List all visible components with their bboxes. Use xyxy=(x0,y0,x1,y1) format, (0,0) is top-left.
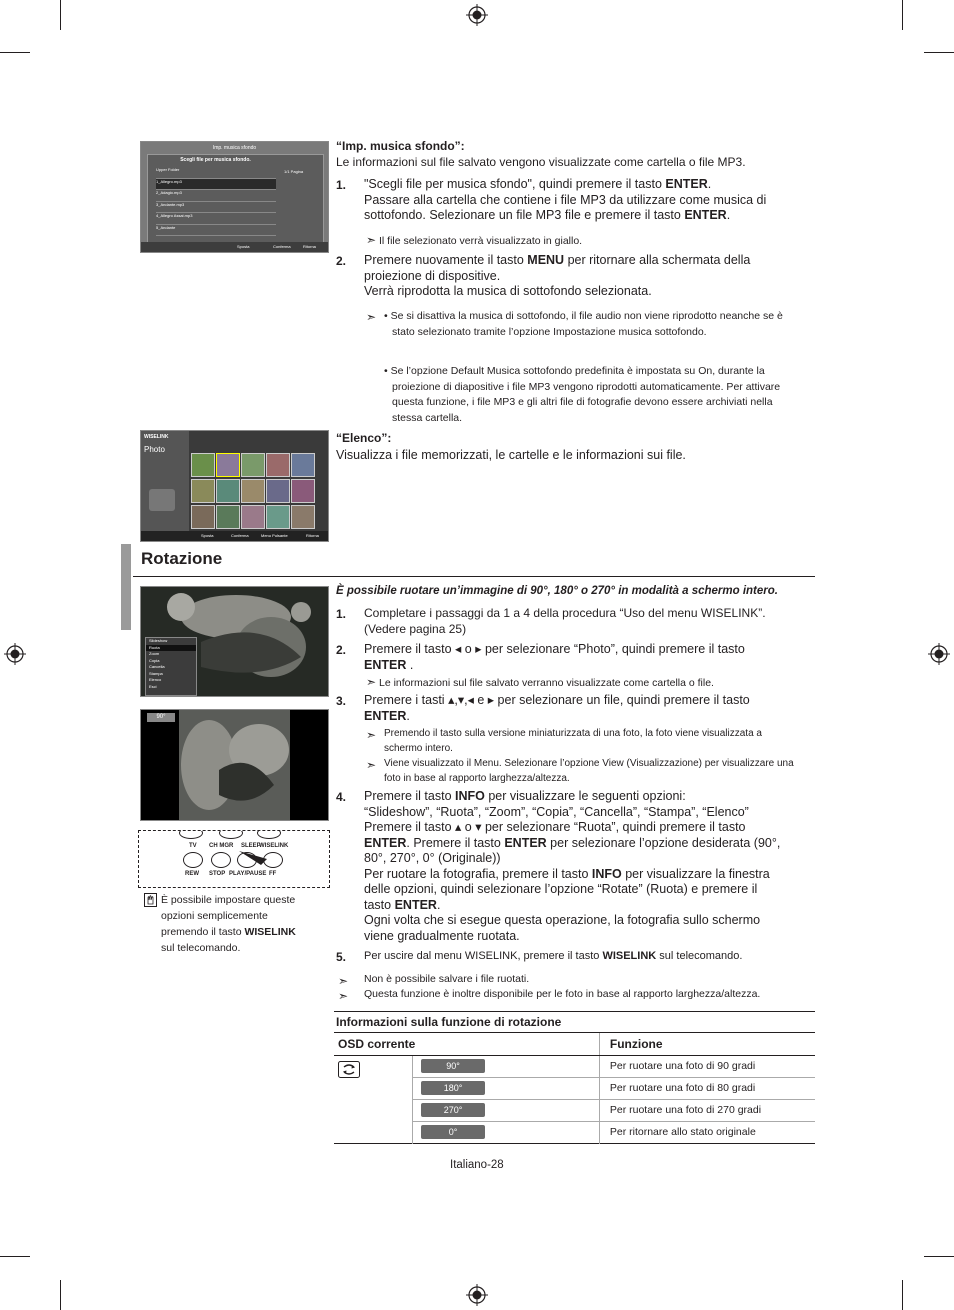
page-number: Italiano-28 xyxy=(450,1159,504,1171)
note-arrow-icon: ➣ xyxy=(366,233,377,247)
menu-item[interactable]: Esci xyxy=(149,683,157,689)
func-cell: Per ruotare una foto di 80 gradi xyxy=(599,1077,815,1099)
photo-thumbnail[interactable] xyxy=(241,453,265,477)
right-arrow-icon: ▸ xyxy=(487,693,495,707)
list-item[interactable]: 4_Allegro Assai.mp3 xyxy=(156,213,276,225)
photo-menu-screenshot xyxy=(140,586,329,697)
down-arrow-icon: ▾ xyxy=(457,693,465,707)
photo-thumbnail[interactable] xyxy=(241,505,265,529)
registration-mark-icon xyxy=(466,4,488,26)
step-number: 3. xyxy=(336,694,347,708)
remote-button xyxy=(219,830,243,839)
step-number: 1. xyxy=(336,178,347,192)
remote-button xyxy=(211,852,231,868)
panel-header: Scegli file per musica sfondo. xyxy=(180,157,251,163)
pointer-arrow-icon xyxy=(237,845,277,871)
list-item[interactable]: 1_Allegro.mp3 xyxy=(156,179,276,191)
rotated-photo xyxy=(179,710,290,820)
up-arrow-icon: ▴ xyxy=(455,820,462,834)
musica-intro: Le informazioni sul file salvato vengono visualizzate come cartella o file MP3. xyxy=(336,155,746,169)
note-arrow-icon: ➣ xyxy=(366,310,377,324)
registration-mark-icon xyxy=(4,643,26,665)
note-arrow-icon: ➣ xyxy=(338,989,349,1003)
photo-thumbnail[interactable] xyxy=(291,479,315,503)
photo-thumbnail[interactable] xyxy=(291,505,315,529)
menu-item[interactable]: Stampa xyxy=(149,670,163,676)
right-arrow-icon: ▸ xyxy=(475,642,482,656)
menu-item[interactable]: Ruota xyxy=(146,645,196,652)
step-number: 2. xyxy=(336,643,347,657)
thumbnail-grid xyxy=(191,453,319,529)
rotation-badge: 90° xyxy=(147,713,175,722)
photo-thumbnail[interactable] xyxy=(191,479,215,503)
list-item[interactable]: 2_Adagio.mp3 xyxy=(156,190,276,202)
func-cell: Per ritornare allo stato originale xyxy=(609,1126,756,1138)
registration-mark-icon xyxy=(928,643,950,665)
rotazione-step2-note: ➣ Le informazioni sul file salvato verranno visualizzate come cartella o file. xyxy=(366,675,714,689)
musica-title: “Imp. musica sfondo”: xyxy=(336,139,465,153)
photo-thumbnail[interactable] xyxy=(216,479,240,503)
section-side-bar xyxy=(121,544,131,630)
remote-control-illustration: TV CH MGR SLEEP WISELINK REW STOP PLAY/PAUSE FF xyxy=(138,830,330,888)
section-label: Photo xyxy=(144,445,165,454)
rotazione-step4: Premere il tasto INFO per visualizzare le seguenti opzioni: “Slideshow”, “Ruota”, “Zoom”, “Copia”, “Cancella”, “Stampa”, “Elenco” Premere il tasto ▴ o ▾ per selezionare “Ruota”, quindi premere il tasto ENTER. Premere il tasto ENTER per selezionare l’opzione desiderata (90°, 80°, 270°, 0° (Originale)) Per ruotare la fotografia, premere il tasto INFO per visualizzare la finestra delle opzioni, quindi selezionare l’opzione “Rotate” (Ruota) e premere il tasto ENTER. Ogni volta che si esegue questa operazione, la fotografia sullo schermo viene gradualmente ruotata. xyxy=(364,789,781,943)
section-header xyxy=(133,544,815,577)
camera-icon xyxy=(149,489,175,511)
musica-step2: Premere nuovamente il tasto MENU per ritornare alla schermata della proiezione di dispositive. Verrà riprodotta la musica di sottofondo selezionata. xyxy=(364,253,751,298)
music-background-screenshot xyxy=(140,141,329,253)
osd-cell xyxy=(413,1055,600,1077)
rotazione-step2: Premere il tasto ◂ o ▸ per selezionare “Photo”, quindi premere il tasto ENTER . xyxy=(364,642,745,672)
down-arrow-icon: ▾ xyxy=(475,820,482,834)
list-item[interactable]: 5_Andante xyxy=(156,225,276,237)
osd-270-button: 270° xyxy=(421,1103,485,1117)
rotazione-step3: Premere i tasti ▴,▾,◂ e ▸ per selezionare un file, quindi premere il tasto ENTER. xyxy=(364,693,750,723)
rotazione-step1: Completare i passaggi da 1 a 4 della procedura “Uso del menu WISELINK”. (Vedere pagina 25) xyxy=(364,606,766,636)
menu-item[interactable]: Cancella xyxy=(149,664,165,669)
table-top-rule xyxy=(334,1011,815,1012)
list-item[interactable]: Upper Folder xyxy=(156,167,276,179)
photo-options-menu xyxy=(145,637,197,696)
menu-item[interactable]: Zoom xyxy=(149,651,160,656)
crop-mark xyxy=(60,0,61,30)
step-number: 1. xyxy=(336,607,347,621)
screen-title: Imp. musica sfondo xyxy=(212,145,257,151)
note-arrow-icon: ➣ xyxy=(366,675,377,689)
table-caption: Informazioni sulla funzione di rotazione xyxy=(336,1015,562,1029)
rotate-icon xyxy=(338,1061,360,1078)
rotated-photo-screenshot xyxy=(140,709,329,821)
rotazione-footnote1: Non è possibile salvare i file ruotati. xyxy=(364,973,530,985)
remote-button xyxy=(183,852,203,868)
left-arrow-icon: ◂ xyxy=(467,693,474,707)
rotazione-step3-note2: Viene visualizzato il Menu. Selezionare l’opzione View (Visualizzazione) per visualizzare una foto in base al rapporto larghezza/altezza. xyxy=(384,758,794,784)
screen-footer: Sposta Conferma Menu Pulsante Ritorna xyxy=(141,531,328,541)
crop-mark xyxy=(924,52,954,53)
rotazione-step5: Per uscire dal menu WISELINK, premere il tasto WISELINK sul telecomando. xyxy=(364,950,743,962)
menu-item[interactable]: Elenco xyxy=(149,677,162,682)
osd-180-button: 180° xyxy=(421,1081,485,1095)
crop-mark xyxy=(924,1256,954,1257)
up-arrow-icon: ▴ xyxy=(448,693,455,707)
osd-cell xyxy=(413,1099,600,1121)
musica-step1: "Scegli file per musica sfondo", quindi premere il tasto ENTER. Passare alla cartella che contiene i file MP3 da utilizzare come musica di sottofondo. Selezionare un file MP3 file e premere il tasto ENTER. xyxy=(364,177,767,222)
photo-thumbnail[interactable] xyxy=(241,479,265,503)
hand-note-icon xyxy=(144,893,157,907)
photo-thumbnail[interactable] xyxy=(266,505,290,529)
crop-mark xyxy=(60,1280,61,1310)
photo-thumbnail[interactable] xyxy=(216,453,240,477)
photo-thumbnail[interactable] xyxy=(191,505,215,529)
rotazione-lead: È possibile ruotare un’immagine di 90°, 180° o 270° in modalità a schermo intero. xyxy=(336,585,778,597)
func-cell: Per ruotare una foto di 90 gradi xyxy=(599,1055,815,1077)
elenco-text: Visualizza i file memorizzati, le cartelle e le informazioni sui file. xyxy=(336,448,686,462)
menu-item[interactable]: Slideshow xyxy=(149,638,168,643)
crop-mark xyxy=(0,52,30,53)
photo-thumbnail[interactable] xyxy=(291,453,315,477)
step-number: 4. xyxy=(336,790,347,804)
menu-item[interactable]: Copia xyxy=(149,657,160,663)
note-arrow-icon: ➣ xyxy=(338,974,349,988)
crop-mark xyxy=(902,0,903,30)
page-indicator: 1/1 Pagina xyxy=(284,169,304,174)
osd-cell xyxy=(413,1077,600,1099)
musica-note-b: • Se l’opzione Default Musica sottofondo predefinita è impostata su On, durante la proiezione di diapositive i file MP3 vengono riprodotti automaticamente. Per attivare questa funzione, i file MP3 e gli altri file di fotografie devono essere archiviati nella stessa cartella. xyxy=(384,365,781,424)
side-note: È possibile impostare queste opzioni semplicemente premendo il tasto WISELINK sul telecomando. xyxy=(161,894,296,954)
list-item[interactable]: 3_Andante.mp3 xyxy=(156,202,276,214)
registration-mark-icon xyxy=(466,1284,488,1306)
step-number: 2. xyxy=(336,254,347,268)
photo-thumbnail[interactable] xyxy=(191,453,215,477)
crop-mark xyxy=(902,1280,903,1310)
header-osd: OSD corrente xyxy=(334,1033,599,1055)
note-arrow-icon: ➣ xyxy=(366,728,377,742)
musica-step1-note: ➣ Il file selezionato verrà visualizzato in giallo. xyxy=(366,233,583,247)
osd-90-button: 90° xyxy=(421,1059,485,1073)
photo-thumbnail[interactable] xyxy=(216,505,240,529)
wiselink-logo: WISELINK xyxy=(144,434,169,440)
rotation-table xyxy=(334,1033,815,1145)
photo-sidebar xyxy=(141,431,189,531)
elenco-title: “Elenco”: xyxy=(336,431,392,445)
rotate-icon-cell xyxy=(334,1055,413,1143)
remote-button xyxy=(179,830,203,839)
remote-button xyxy=(257,830,281,839)
photo-thumbnail[interactable] xyxy=(266,453,290,477)
file-list xyxy=(156,167,276,236)
note-arrow-icon: ➣ xyxy=(366,758,377,772)
screen-footer: Sposta Conferma Ritorna xyxy=(141,242,328,252)
section-title: Rotazione xyxy=(141,549,223,568)
photo-thumbnail[interactable] xyxy=(266,479,290,503)
rotazione-footnote2: Questa funzione è inoltre disponibile per le foto in base al rapporto larghezza/altezza. xyxy=(364,988,761,1000)
photo-list-screenshot xyxy=(140,430,329,542)
func-cell: Per ruotare una foto di 270 gradi xyxy=(599,1099,815,1121)
musica-note-a: • Se si disattiva la musica di sottofondo, il file audio non viene riprodotto neanche se è stato selezionato tramite l’opzione Impostazione musica sottofondo. xyxy=(384,310,783,338)
crop-mark xyxy=(0,1256,30,1257)
left-arrow-icon: ◂ xyxy=(455,642,462,656)
step-number: 5. xyxy=(336,950,347,964)
header-funzione: Funzione xyxy=(599,1033,815,1055)
osd-0-button: 0° xyxy=(421,1125,485,1139)
rotazione-step3-note1: Premendo il tasto sulla versione miniaturizzata di una foto, la foto viene visualizzata a schermo intero. xyxy=(384,728,762,754)
osd-cell xyxy=(413,1121,600,1143)
file-list-panel xyxy=(147,154,324,244)
